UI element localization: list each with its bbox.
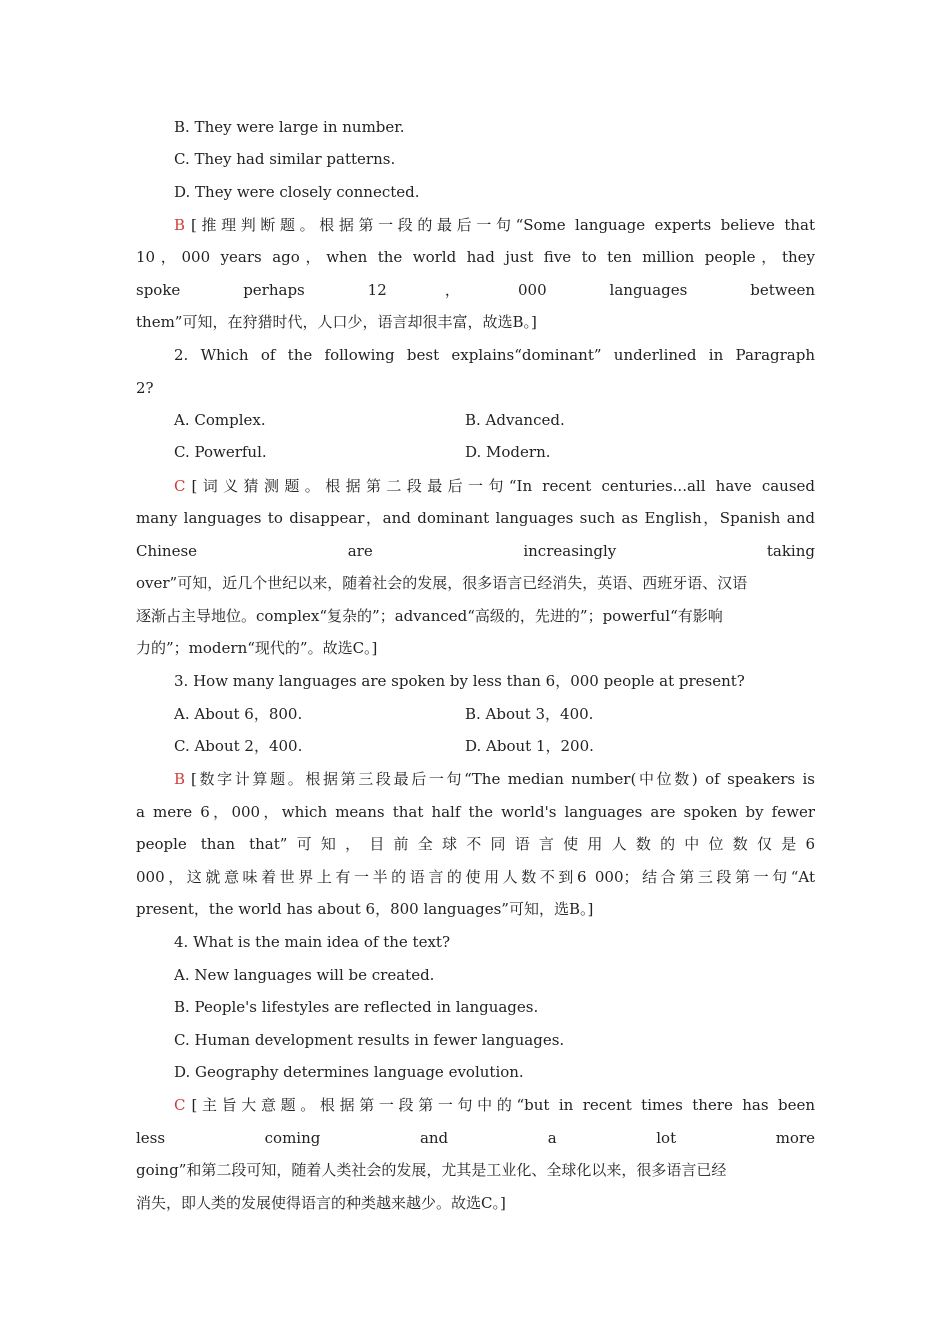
q2-explanation-line-5: 逐渐占主导地位。complex“复杂的”；advanced“高级的，先进的”；powerful“有影响 [136, 607, 723, 625]
q4-option-d: D. Geography determines language evolution. [174, 1063, 524, 1081]
q4-option-a: A. New languages will be created. [174, 966, 435, 984]
q2-option-a: A. Complex. [174, 411, 266, 429]
q2-explanation-line-2: many languages to disappear，and dominant languages such as English，Spanish and [136, 509, 815, 527]
q3-explanation-line-4: 000，这就意味着世界上有一半的语言的使用人数不到6 000；结合第三段第一句“At [136, 868, 815, 886]
q3-options-row-1 [174, 704, 815, 724]
q4-option-c: C. Human development results in fewer languages. [174, 1031, 565, 1049]
q4-option-b: B. People's lifestyles are reflected in languages. [174, 998, 539, 1016]
q4-stem: 4. What is the main idea of the text? [174, 933, 450, 951]
q1-option-c: C. They had similar patterns. [174, 150, 396, 168]
q1-explanation-line-3: spoke perhaps 12，000 languages between [136, 281, 815, 299]
q4-explanation-line-3: going”和第二段可知，随着人类社会的发展，尤其是工业化、全球化以来，很多语言已经 [136, 1161, 727, 1179]
q2-options-row-2 [174, 442, 815, 462]
q4-explanation-line-2: less coming and a lot more [136, 1129, 815, 1147]
q3-answer: B [174, 770, 186, 788]
q1-explanation-line-2: 10，000 years ago，when the world had just five to ten million people，they [136, 248, 815, 266]
q4-explanation-line-4: 消失，即人类的发展使得语言的种类越来越少。故选C。] [136, 1194, 506, 1212]
q1-explanation-line-4: them”可知，在狩猎时代，人口少，语言却很丰富，故选B。] [136, 313, 537, 331]
q3-option-d: D. About 1，200. [465, 737, 594, 755]
q3-options-row-2 [174, 736, 815, 756]
q3-option-a: A. About 6，800. [174, 705, 303, 723]
q2-stem-line-1: 2. Which of the following best explains“dominant” underlined in Paragraph [174, 346, 815, 364]
q2-option-c: C. Powerful. [174, 443, 267, 461]
q3-explanation-line-2: a mere 6，000，which means that half the world's languages are spoken by fewer [136, 803, 815, 821]
q3-stem: 3. How many languages are spoken by less than 6，000 people at present? [174, 672, 745, 690]
q3-explanation-line-3: people than that”可知，目前全球不同语言使用人数的中位数仅是6 [136, 835, 815, 853]
q3-option-b: B. About 3，400. [465, 705, 594, 723]
q2-explanation-line-1: C [词义猜测题。根据第二段最后一句“In recent centuries...all have caused [174, 477, 815, 495]
q1-option-d: D. They were closely connected. [174, 183, 420, 201]
q3-option-c: C. About 2，400. [174, 737, 303, 755]
q2-stem-line-2: 2? [136, 379, 154, 397]
q2-explanation-line-3: Chinese are increasingly taking [136, 542, 815, 560]
q1-answer: B [174, 216, 186, 234]
q2-answer: C [174, 477, 186, 495]
q2-options-row-1 [174, 410, 815, 430]
q2-option-d: D. Modern. [465, 443, 551, 461]
q2-option-b: B. Advanced. [465, 411, 565, 429]
q4-answer: C [174, 1096, 186, 1114]
q3-explanation-line-1: B [数字计算题。根据第三段最后一句“The median number(中位数) of speakers is [174, 770, 815, 788]
q2-explanation-line-6: 力的”；modern“现代的”。故选C。] [136, 639, 378, 657]
q1-option-b: B. They were large in number. [174, 118, 405, 136]
q1-explanation-line-1: B [推理判断题。根据第一段的最后一句“Some language experts believe that [174, 216, 815, 234]
q4-explanation-line-1: C [主旨大意题。根据第一段第一句中的“but in recent times there has been [174, 1096, 815, 1114]
q2-explanation-line-4: over”可知，近几个世纪以来，随着社会的发展，很多语言已经消失，英语、西班牙语、汉语 [136, 574, 748, 592]
q3-explanation-line-5: present，the world has about 6，800 languages”可知，选B。] [136, 900, 594, 918]
